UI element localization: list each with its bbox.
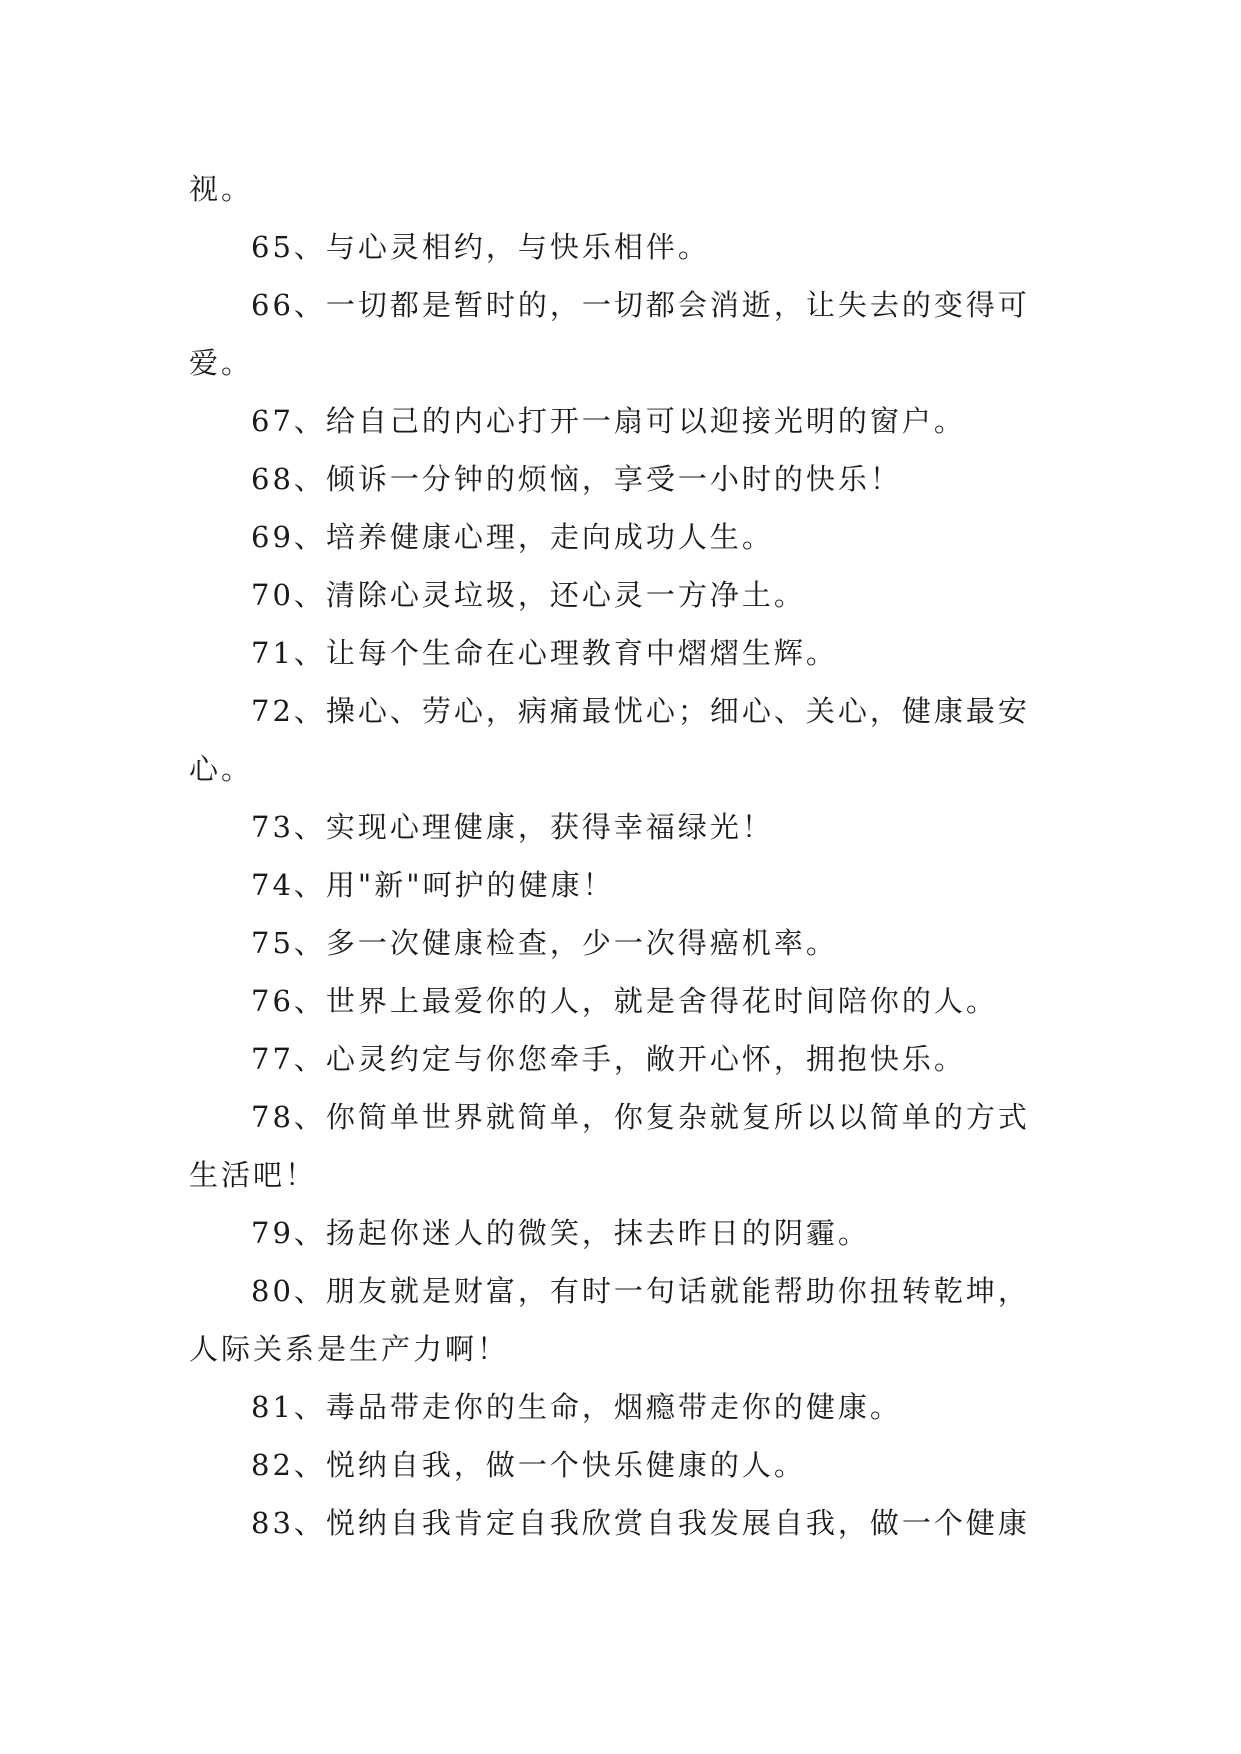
slogan-line: 81、毒品带走你的生命，烟瘾带走你的健康。 bbox=[251, 1390, 902, 1424]
text-line: 视。 bbox=[189, 172, 254, 206]
slogan-line: 72、操心、劳心，病痛最忧心；细心、关心，健康最安 bbox=[251, 694, 1030, 728]
slogan-line: 82、悦纳自我，做一个快乐健康的人。 bbox=[251, 1448, 806, 1482]
slogan-line: 68、倾诉一分钟的烦恼，享受一小时的快乐！ bbox=[251, 462, 902, 496]
text-line: 生活吧！ bbox=[189, 1158, 318, 1192]
document-body bbox=[189, 160, 1052, 1552]
slogan-line: 73、实现心理健康，获得幸福绿光！ bbox=[251, 810, 774, 844]
text-line: 爱。 bbox=[189, 346, 254, 380]
slogan-line: 76、世界上最爱你的人，就是舍得花时间陪你的人。 bbox=[251, 984, 998, 1018]
slogan-line: 71、让每个生命在心理教育中熠熠生辉。 bbox=[251, 636, 838, 670]
slogan-line: 74、用"新"呵护的健康！ bbox=[251, 868, 615, 902]
slogan-line: 66、一切都是暂时的，一切都会消逝，让失去的变得可 bbox=[251, 288, 1030, 322]
slogan-line: 65、与心灵相约，与快乐相伴。 bbox=[251, 230, 710, 264]
text-line: 人际关系是生产力啊！ bbox=[189, 1332, 510, 1366]
text-line: 心。 bbox=[189, 752, 254, 786]
slogan-line: 83、悦纳自我肯定自我欣赏自我发展自我，做一个健康 bbox=[251, 1506, 1030, 1540]
slogan-line: 79、扬起你迷人的微笑，抹去昨日的阴霾。 bbox=[251, 1216, 870, 1250]
slogan-line: 80、朋友就是财富，有时一句话就能帮助你扭转乾坤， bbox=[251, 1274, 1030, 1308]
slogan-line: 75、多一次健康检查，少一次得癌机率。 bbox=[251, 926, 838, 960]
slogan-line: 69、培养健康心理，走向成功人生。 bbox=[251, 520, 774, 554]
slogan-line: 70、清除心灵垃圾，还心灵一方净土。 bbox=[251, 578, 806, 612]
slogan-line: 78、你简单世界就简单，你复杂就复所以以简单的方式 bbox=[251, 1100, 1030, 1134]
slogan-line: 77、心灵约定与你您牵手，敞开心怀，拥抱快乐。 bbox=[251, 1042, 966, 1076]
slogan-line: 67、给自己的内心打开一扇可以迎接光明的窗户。 bbox=[251, 404, 966, 438]
